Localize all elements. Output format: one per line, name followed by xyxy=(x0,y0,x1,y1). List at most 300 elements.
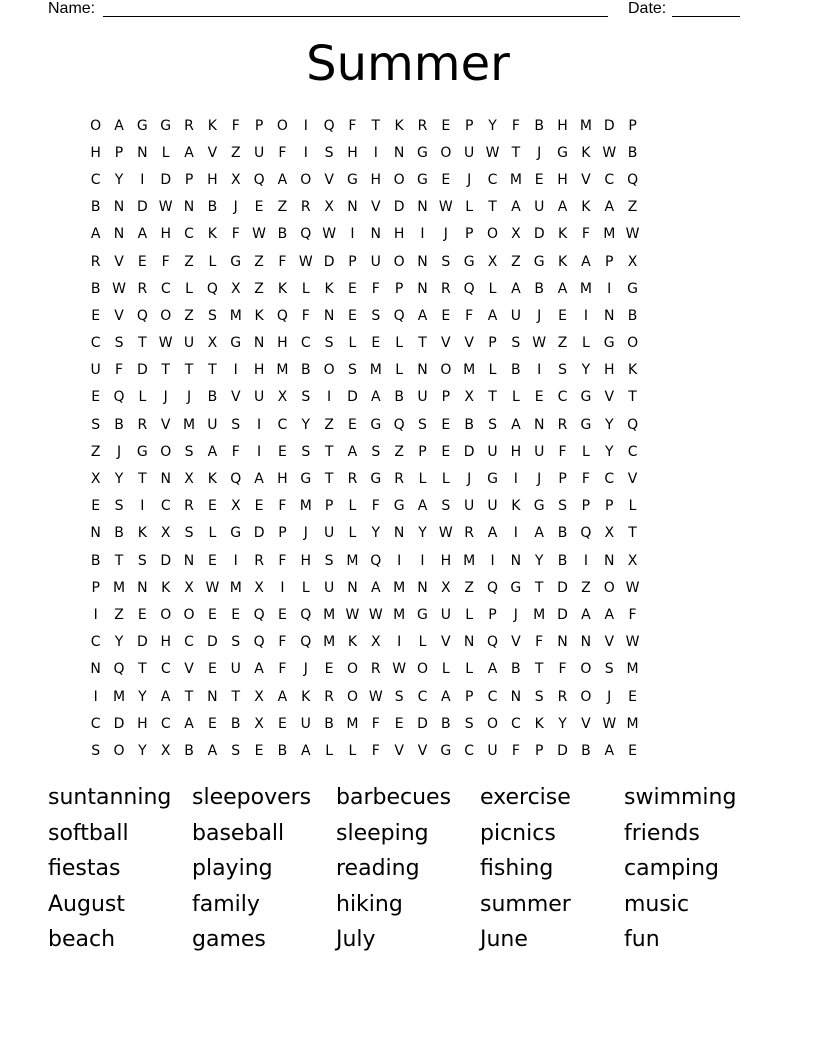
grid-letter: S xyxy=(324,144,334,161)
grid-letter: G xyxy=(417,606,428,623)
grid-letter: E xyxy=(207,606,217,623)
grid-letter: N xyxy=(90,525,101,542)
grid-letter: J xyxy=(163,389,168,406)
grid-letter: D xyxy=(533,226,545,243)
grid-letter: V xyxy=(441,634,451,651)
grid-letter: A xyxy=(207,742,218,759)
grid-letter: U xyxy=(253,144,265,161)
grid-letter: P xyxy=(324,498,334,515)
grid-letter: K xyxy=(627,362,638,379)
grid-letter: H xyxy=(557,117,568,134)
grid-letter: M xyxy=(323,634,336,651)
grid-letter: C xyxy=(90,171,101,188)
grid-letter: C xyxy=(160,715,171,732)
grid-letter: V xyxy=(324,171,334,188)
grid-letter: N xyxy=(603,307,615,324)
grid-letter: B xyxy=(114,416,124,433)
grid-letter: S xyxy=(324,335,334,352)
grid-letter: F xyxy=(371,715,380,732)
grid-letter: A xyxy=(160,688,171,705)
grid-letter: P xyxy=(488,606,497,623)
grid-letter: X xyxy=(487,253,498,270)
grid-letter: S xyxy=(371,307,381,324)
grid-letter: N xyxy=(463,634,475,651)
grid-letter: M xyxy=(463,552,476,569)
grid-letter: P xyxy=(418,443,427,460)
grid-letter: N xyxy=(323,307,335,324)
grid-letter: U xyxy=(534,443,545,460)
grid-letter: O xyxy=(183,606,195,623)
grid-letter: P xyxy=(464,688,474,705)
grid-letter: W xyxy=(322,226,337,243)
grid-letter: I xyxy=(420,552,425,569)
grid-letter: L xyxy=(418,471,427,488)
grid-letter: H xyxy=(347,144,358,161)
grid-letter: A xyxy=(534,525,544,542)
letter-grid xyxy=(84,112,738,765)
grid-letter: A xyxy=(487,661,498,678)
grid-letter: T xyxy=(511,144,521,161)
grid-letter: L xyxy=(465,606,474,623)
grid-letter: Z xyxy=(464,579,474,596)
grid-letter: U xyxy=(183,335,195,352)
grid-letter: D xyxy=(557,606,568,623)
grid-letter: W xyxy=(345,606,360,623)
grid-letter: N xyxy=(113,226,125,243)
grid-letter: R xyxy=(324,688,334,705)
grid-letter: X xyxy=(324,199,334,216)
grid-letter: G xyxy=(370,416,382,433)
grid-letter: N xyxy=(417,199,428,216)
grid-letter: E xyxy=(441,117,451,134)
grid-letter: O xyxy=(323,362,335,379)
grid-letter: P xyxy=(581,498,591,515)
grid-letter: L xyxy=(395,335,404,352)
grid-letter: H xyxy=(300,552,312,569)
word-list-item: sleeping xyxy=(336,820,429,846)
grid-letter: J xyxy=(186,389,192,406)
grid-letter: H xyxy=(90,144,101,161)
grid-letter: A xyxy=(254,471,264,488)
grid-letter: U xyxy=(534,199,545,216)
grid-letter: A xyxy=(184,144,194,161)
grid-letter: E xyxy=(441,171,451,188)
grid-letter: U xyxy=(323,579,335,596)
grid-letter: G xyxy=(370,471,382,488)
grid-letter: Z xyxy=(254,280,264,297)
grid-letter: F xyxy=(278,253,287,270)
grid-letter: M xyxy=(112,688,126,705)
grid-letter: D xyxy=(160,171,172,188)
grid-letter: B xyxy=(464,416,474,433)
word-list-item: playing xyxy=(192,856,273,882)
grid-letter: A xyxy=(487,307,498,324)
grid-letter: T xyxy=(628,525,637,542)
word-list-item: barbecues xyxy=(336,785,452,811)
grid-letter: B xyxy=(90,552,101,569)
grid-letter: F xyxy=(371,280,380,297)
grid-letter: T xyxy=(231,688,241,705)
grid-letter: B xyxy=(324,715,334,732)
grid-letter: E xyxy=(91,498,101,515)
grid-letter: R xyxy=(394,471,404,488)
word-list-item: swimming xyxy=(624,785,737,811)
worksheet-header xyxy=(0,0,816,20)
grid-letter: L xyxy=(628,498,637,515)
grid-letter: B xyxy=(277,226,288,243)
grid-letter: A xyxy=(114,117,124,134)
grid-letter: V xyxy=(394,742,404,759)
grid-letter: A xyxy=(184,715,194,732)
grid-letter: B xyxy=(627,307,638,324)
name-label: Name: xyxy=(48,0,96,17)
grid-letter: W xyxy=(625,226,640,243)
grid-letter: S xyxy=(324,552,334,569)
grid-row xyxy=(84,547,738,574)
grid-letter: V xyxy=(184,661,194,678)
grid-letter: M xyxy=(463,362,476,379)
grid-letter: G xyxy=(160,117,172,134)
grid-letter: B xyxy=(394,389,404,406)
grid-letter: S xyxy=(371,443,381,460)
grid-letter: M xyxy=(112,579,126,596)
grid-letter: Q xyxy=(393,416,405,433)
grid-letter: N xyxy=(417,253,428,270)
grid-letter: V xyxy=(581,715,591,732)
grid-letter: M xyxy=(276,362,289,379)
grid-letter: M xyxy=(579,280,592,297)
grid-letter: K xyxy=(277,280,288,297)
grid-letter: E xyxy=(348,307,357,324)
grid-letter: X xyxy=(604,525,615,542)
grid-letter: V xyxy=(207,144,218,161)
grid-letter: C xyxy=(300,335,311,352)
grid-letter: R xyxy=(137,280,148,297)
grid-letter: F xyxy=(348,117,357,134)
grid-letter: P xyxy=(348,253,357,270)
grid-letter: W xyxy=(392,661,407,678)
grid-letter: G xyxy=(463,253,475,270)
grid-letter: O xyxy=(113,742,125,759)
grid-letter: A xyxy=(604,742,615,759)
grid-letter: E xyxy=(558,307,567,324)
grid-letter: Q xyxy=(627,416,639,433)
grid-letter: P xyxy=(628,117,637,134)
grid-letter: A xyxy=(90,226,101,243)
word-list-item: baseball xyxy=(192,820,285,846)
grid-letter: T xyxy=(371,117,381,134)
grid-letter: N xyxy=(533,416,545,433)
grid-letter: B xyxy=(511,661,521,678)
grid-letter: G xyxy=(347,171,358,188)
grid-letter: L xyxy=(395,362,404,379)
grid-letter: X xyxy=(277,389,288,406)
word-list-item: camping xyxy=(624,856,719,882)
grid-letter: C xyxy=(604,171,615,188)
grid-letter: I xyxy=(583,552,588,569)
grid-letter: H xyxy=(557,171,568,188)
grid-letter: D xyxy=(557,579,568,596)
grid-letter: U xyxy=(370,253,381,270)
grid-row xyxy=(84,357,738,384)
grid-letter: N xyxy=(417,280,428,297)
grid-letter: F xyxy=(301,307,310,324)
grid-row xyxy=(84,275,738,302)
grid-letter: U xyxy=(440,606,451,623)
grid-letter: Q xyxy=(253,606,265,623)
grid-letter: E xyxy=(348,416,357,433)
grid-letter: I xyxy=(490,552,495,569)
grid-letter: E xyxy=(324,661,334,678)
grid-letter: Q xyxy=(580,525,592,542)
grid-row xyxy=(84,493,738,520)
grid-letter: A xyxy=(371,579,381,596)
grid-letter: Y xyxy=(604,416,614,433)
grid-letter: D xyxy=(160,552,172,569)
grid-letter: L xyxy=(488,280,497,297)
grid-letter: Y xyxy=(418,525,427,542)
grid-letter: Q xyxy=(276,307,288,324)
grid-letter: A xyxy=(347,443,358,460)
grid-letter: S xyxy=(441,498,451,515)
grid-row xyxy=(84,302,738,329)
grid-letter: X xyxy=(230,498,241,515)
grid-letter: W xyxy=(112,280,126,297)
word-list-item: suntanning xyxy=(48,785,172,811)
grid-letter: F xyxy=(278,552,287,569)
grid-letter: T xyxy=(184,688,194,705)
grid-letter: D xyxy=(557,742,568,759)
grid-letter: A xyxy=(604,606,615,623)
grid-letter: A xyxy=(254,661,264,678)
page-title: Summer xyxy=(306,36,510,92)
grid-letter: S xyxy=(604,661,614,678)
grid-letter: O xyxy=(160,307,172,324)
word-list-item: August xyxy=(48,891,125,917)
grid-letter: V xyxy=(441,335,451,352)
grid-letter: E xyxy=(277,443,287,460)
grid-letter: Q xyxy=(206,280,218,297)
grid-row xyxy=(84,629,738,656)
grid-letter: N xyxy=(90,661,101,678)
word-list-row xyxy=(48,887,768,923)
grid-letter: X xyxy=(184,471,194,488)
grid-letter: B xyxy=(627,144,638,161)
grid-letter: T xyxy=(488,199,497,216)
grid-letter: H xyxy=(603,362,615,379)
grid-letter: B xyxy=(534,280,544,297)
grid-letter: V xyxy=(627,471,638,488)
grid-letter: E xyxy=(441,307,451,324)
grid-letter: V xyxy=(604,634,615,651)
grid-letter: N xyxy=(370,226,382,243)
grid-letter: O xyxy=(393,171,405,188)
grid-letter: M xyxy=(626,661,639,678)
grid-letter: G xyxy=(300,471,312,488)
grid-letter: T xyxy=(324,471,334,488)
grid-letter: U xyxy=(464,498,475,515)
grid-letter: F xyxy=(231,443,240,460)
grid-letter: W xyxy=(625,579,640,596)
grid-letter: X xyxy=(511,226,521,243)
grid-letter: I xyxy=(257,443,262,460)
grid-letter: C xyxy=(160,661,171,678)
grid-letter: S xyxy=(184,525,194,542)
grid-letter: K xyxy=(557,226,568,243)
grid-letter: A xyxy=(137,226,148,243)
grid-letter: J xyxy=(513,606,518,623)
grid-letter: N xyxy=(160,471,171,488)
grid-letter: L xyxy=(348,742,357,759)
grid-letter: L xyxy=(348,498,357,515)
grid-row xyxy=(84,574,738,601)
grid-letter: A xyxy=(441,688,451,705)
grid-letter: G xyxy=(136,117,148,134)
grid-letter: G xyxy=(440,742,452,759)
grid-letter: P xyxy=(441,389,451,406)
grid-letter: S xyxy=(91,416,101,433)
grid-letter: S xyxy=(511,335,521,352)
grid-letter: H xyxy=(207,171,218,188)
grid-letter: W xyxy=(485,144,500,161)
grid-letter: Y xyxy=(114,171,124,188)
grid-letter: G xyxy=(487,471,498,488)
grid-letter: Q xyxy=(487,634,499,651)
grid-letter: Z xyxy=(230,144,241,161)
grid-letter: C xyxy=(464,742,475,759)
grid-letter: B xyxy=(277,742,288,759)
grid-letter: I xyxy=(303,144,308,161)
word-list-item: summer xyxy=(480,891,571,917)
grid-letter: X xyxy=(254,715,264,732)
grid-letter: H xyxy=(510,443,522,460)
grid-letter: D xyxy=(113,715,125,732)
grid-letter: P xyxy=(394,280,404,297)
grid-letter: R xyxy=(557,688,568,705)
grid-letter: I xyxy=(607,280,612,297)
grid-letter: R xyxy=(137,416,148,433)
grid-letter: S xyxy=(441,253,451,270)
grid-letter: Z xyxy=(581,579,591,596)
grid-letter: J xyxy=(607,688,612,705)
grid-letter: Y xyxy=(604,443,614,460)
grid-letter: J xyxy=(116,443,122,460)
grid-letter: M xyxy=(346,552,359,569)
grid-letter: K xyxy=(394,117,404,134)
grid-letter: I xyxy=(513,525,518,542)
grid-letter: U xyxy=(230,661,241,678)
grid-letter: O xyxy=(440,144,452,161)
grid-row xyxy=(84,139,738,166)
grid-letter: L xyxy=(465,199,474,216)
grid-letter: S xyxy=(348,362,357,379)
grid-letter: H xyxy=(253,362,265,379)
grid-letter: E xyxy=(254,742,264,759)
word-list-item: music xyxy=(624,891,690,917)
word-list-item: games xyxy=(192,927,266,953)
grid-letter: S xyxy=(91,742,101,759)
grid-letter: Z xyxy=(114,606,124,623)
grid-letter: Z xyxy=(511,253,521,270)
grid-letter: N xyxy=(207,688,218,705)
grid-letter: E xyxy=(348,280,357,297)
grid-letter: N xyxy=(603,552,615,569)
grid-letter: J xyxy=(467,171,472,188)
grid-letter: C xyxy=(557,389,568,406)
grid-letter: L xyxy=(325,742,334,759)
grid-letter: R xyxy=(417,117,428,134)
grid-letter: O xyxy=(487,226,499,243)
grid-letter: E xyxy=(534,171,544,188)
grid-letter: I xyxy=(303,117,308,134)
grid-letter: H xyxy=(160,226,171,243)
grid-letter: X xyxy=(230,171,241,188)
grid-letter: X xyxy=(464,389,474,406)
grid-letter: Y xyxy=(371,525,381,542)
grid-letter: T xyxy=(534,661,544,678)
grid-letter: U xyxy=(487,498,498,515)
grid-letter: W xyxy=(438,199,453,216)
grid-letter: Y xyxy=(534,552,544,569)
grid-letter: G xyxy=(533,253,545,270)
grid-letter: S xyxy=(184,443,194,460)
grid-letter: O xyxy=(603,579,615,596)
grid-letter: O xyxy=(487,715,499,732)
grid-letter: I xyxy=(350,226,355,243)
grid-letter: U xyxy=(300,715,311,732)
grid-letter: C xyxy=(604,471,615,488)
grid-letter: O xyxy=(580,661,592,678)
grid-letter: A xyxy=(557,199,568,216)
grid-letter: W xyxy=(368,688,383,705)
grid-letter: P xyxy=(534,742,544,759)
grid-letter: V xyxy=(581,171,591,188)
grid-letter: E xyxy=(137,253,147,270)
word-list-row xyxy=(48,851,768,887)
grid-letter: C xyxy=(90,634,101,651)
grid-letter: H xyxy=(277,471,288,488)
grid-letter: E xyxy=(207,715,217,732)
grid-letter: X xyxy=(371,634,381,651)
grid-letter: B xyxy=(207,389,218,406)
grid-letter: Z xyxy=(627,199,638,216)
grid-letter: Z xyxy=(184,253,194,270)
grid-letter: F xyxy=(278,634,287,651)
grid-letter: Q xyxy=(300,606,312,623)
grid-letter: J xyxy=(537,471,542,488)
grid-letter: K xyxy=(301,688,311,705)
grid-letter: F xyxy=(231,226,240,243)
grid-letter: E xyxy=(534,389,544,406)
grid-letter: R xyxy=(90,253,101,270)
grid-letter: Q xyxy=(323,117,335,134)
grid-row xyxy=(84,683,738,710)
grid-letter: E xyxy=(441,416,451,433)
grid-letter: R xyxy=(184,498,194,515)
word-list-item: fishing xyxy=(480,856,554,882)
grid-letter: L xyxy=(488,362,497,379)
grid-letter: T xyxy=(534,579,544,596)
grid-letter: G xyxy=(393,498,405,515)
grid-letter: Q xyxy=(253,634,265,651)
grid-letter: B xyxy=(90,199,101,216)
grid-letter: K xyxy=(581,144,591,161)
grid-letter: N xyxy=(393,525,405,542)
grid-letter: N xyxy=(580,634,592,651)
grid-letter: Y xyxy=(114,471,124,488)
grid-row xyxy=(84,656,738,683)
grid-row xyxy=(84,166,738,193)
